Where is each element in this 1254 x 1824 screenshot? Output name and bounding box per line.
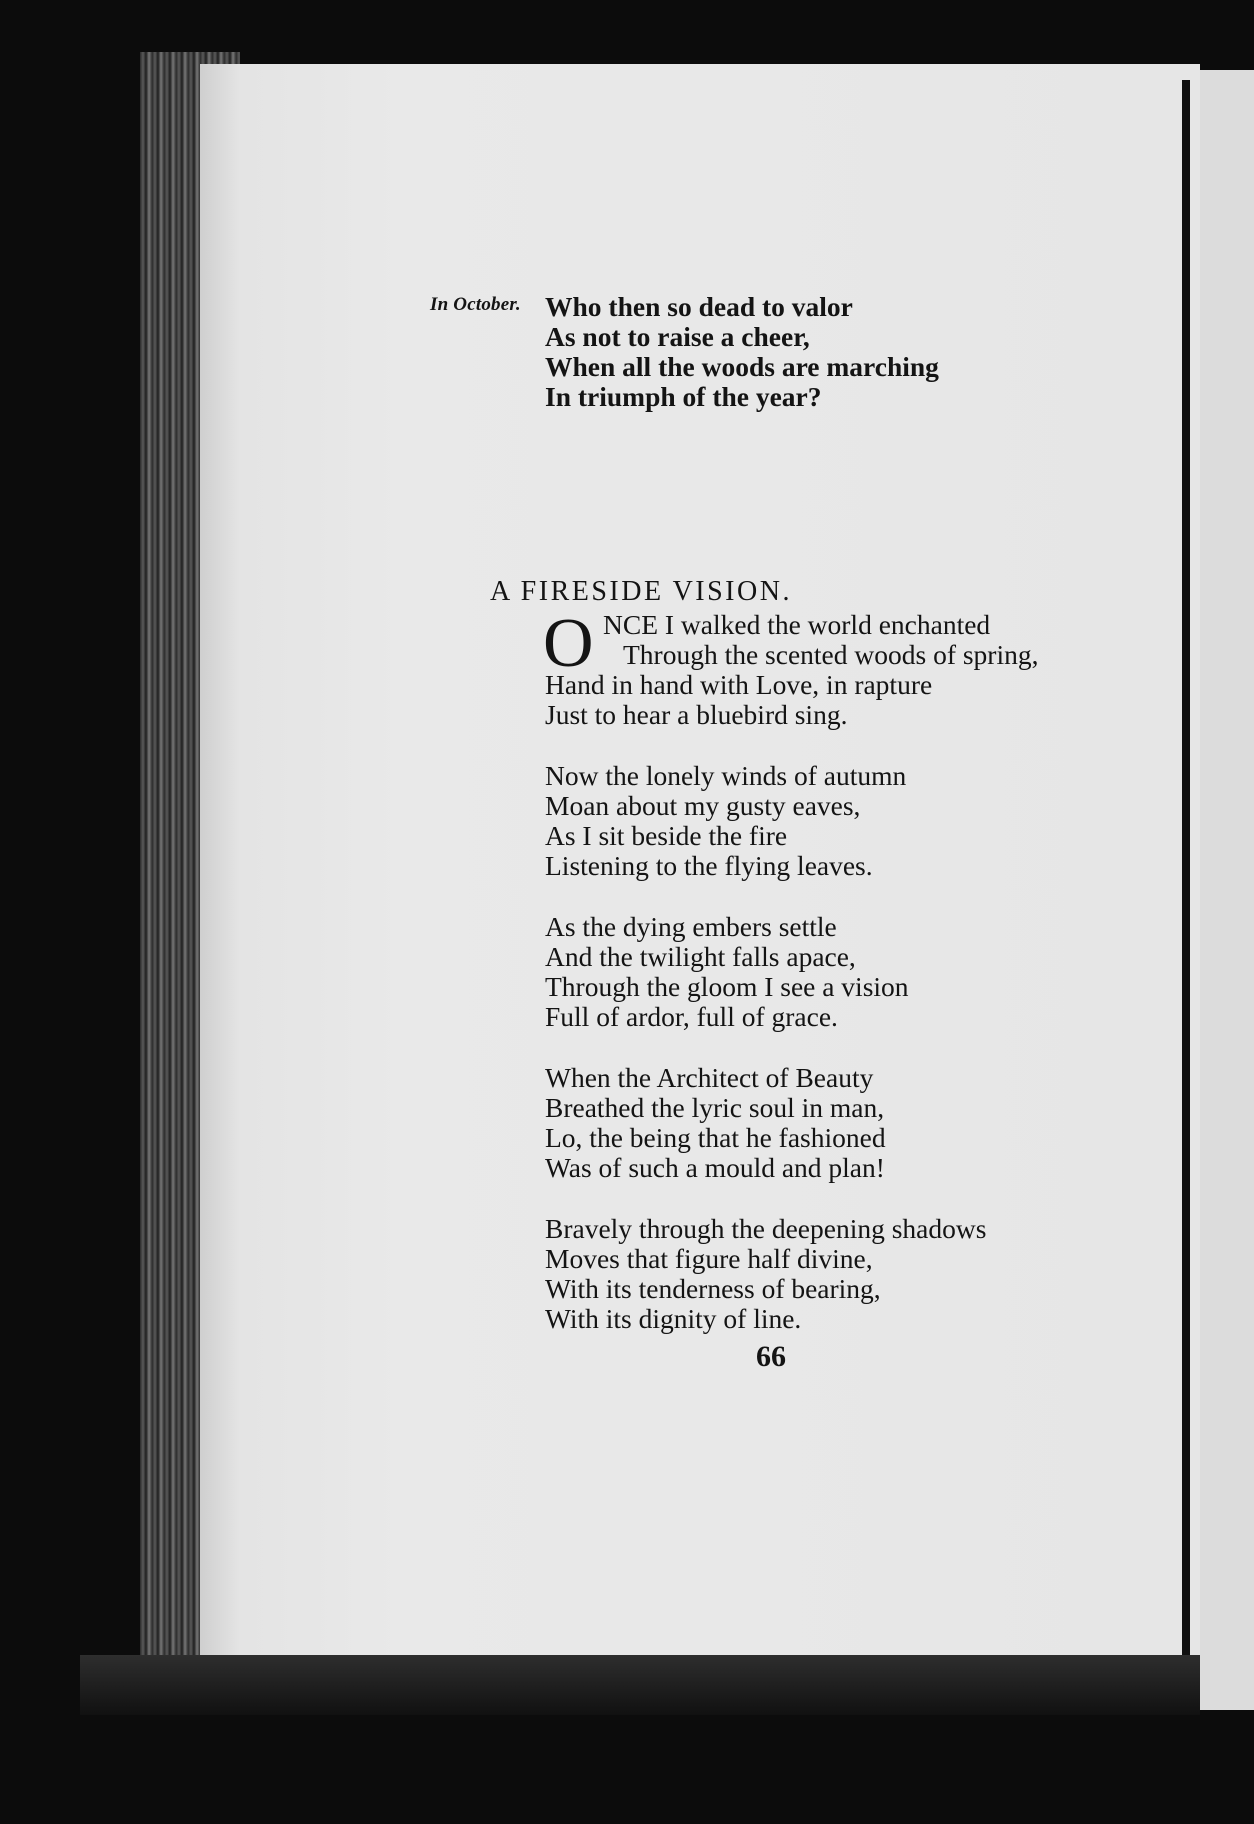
poem-title: A FIRESIDE VISION. <box>490 576 792 607</box>
stanza-2 <box>545 761 906 881</box>
poem-line: Moan about my gusty eaves, <box>545 790 861 821</box>
poem-line: Moves that figure half divine, <box>545 1243 873 1274</box>
poem-line: When all the woods are marching <box>545 351 939 382</box>
poem-line: NCE I walked the world enchanted <box>603 609 991 640</box>
stanza-1 <box>543 605 1039 730</box>
poem-line: As I sit beside the fire <box>545 820 788 851</box>
poem-line: Was of such a mould and plan! <box>545 1152 885 1183</box>
page-gutter-shadow <box>1182 80 1190 1710</box>
poem-line: In triumph of the year? <box>545 381 822 412</box>
stanza-3 <box>545 912 909 1032</box>
poem-line: Lo, the being that he fashioned <box>545 1122 886 1153</box>
poem-line: With its dignity of line. <box>545 1303 802 1334</box>
poem-line: Bravely through the deepening shadows <box>545 1213 987 1244</box>
stanza-5 <box>545 1214 986 1334</box>
poem-line: When the Architect of Beauty <box>545 1062 874 1093</box>
poem-line: Listening to the flying leaves. <box>545 850 873 881</box>
poem-line: As the dying embers settle <box>545 911 837 942</box>
poem-line: And the twilight falls apace, <box>545 941 856 972</box>
page-number: 66 <box>756 1340 786 1373</box>
poem-line: Hand in hand with Love, in rapture <box>545 669 933 700</box>
poem-line: Breathed the lyric soul in man, <box>545 1092 885 1123</box>
poem-line: Just to hear a bluebird sing. <box>545 699 848 730</box>
poem-line: Through the scented woods of spring, <box>623 639 1039 670</box>
poem-line: Who then so dead to valor <box>545 291 853 322</box>
poem-line: As not to raise a cheer, <box>545 321 810 352</box>
opening-stanza <box>545 292 939 412</box>
stanza-4 <box>545 1063 886 1183</box>
poem-line: Full of ardor, full of grace. <box>545 1001 838 1032</box>
poem-line: Through the gloom I see a vision <box>545 971 909 1002</box>
drop-cap: O <box>543 605 594 682</box>
poem-line: Now the lonely winds of autumn <box>545 760 907 791</box>
poem-line: With its tenderness of bearing, <box>545 1273 881 1304</box>
page-bottom-shadow <box>80 1655 1200 1715</box>
margin-note: In October. <box>430 294 521 315</box>
